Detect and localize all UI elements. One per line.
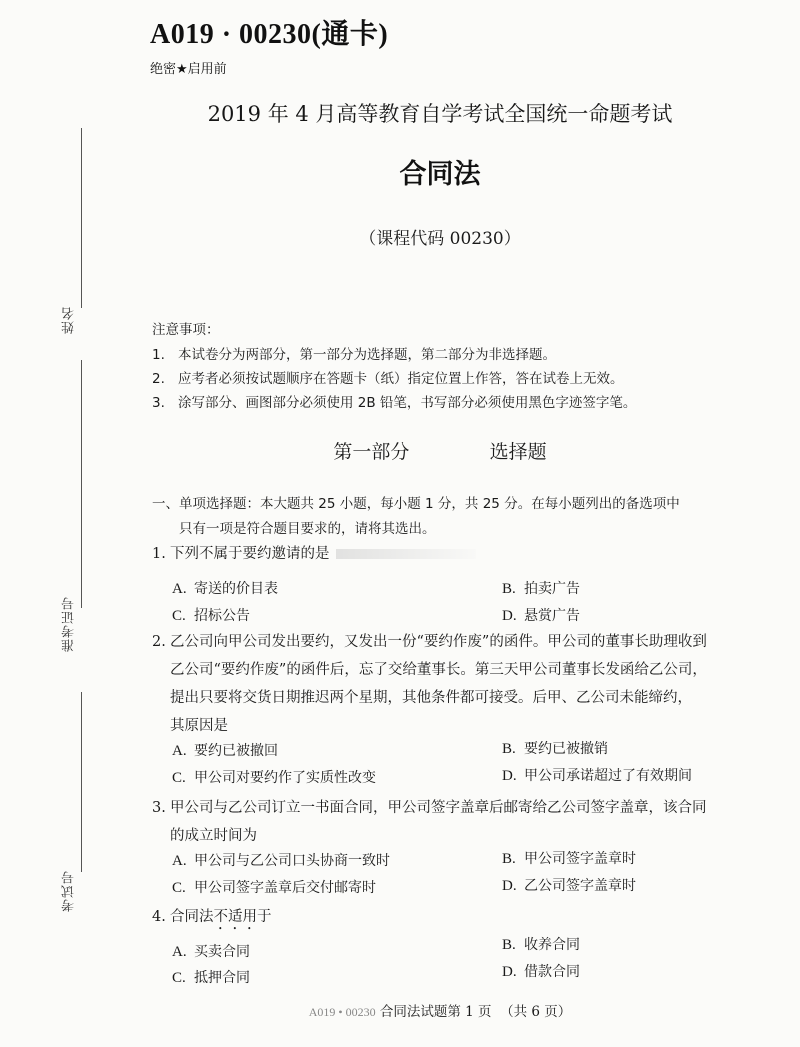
notice-item <box>152 391 636 411</box>
question-1-stem <box>152 540 792 568</box>
option-d: D. 甲公司承诺超过了有效期间 <box>502 768 692 784</box>
section-intro <box>152 492 792 542</box>
notice-number: 3. <box>152 395 165 411</box>
option-a: A. 寄送的价目表 <box>172 581 278 597</box>
footer-code: A019 • 00230 <box>308 1005 376 1019</box>
question-text: 于 <box>257 909 272 925</box>
option-d: D. 悬赏广告 <box>502 608 580 624</box>
notices-heading: 注意事项： <box>152 322 220 338</box>
question-text: 其原因是 <box>170 718 228 734</box>
option-a: A. 买卖合同 <box>172 944 250 960</box>
notice-number: 1. <box>152 347 165 363</box>
exam-title: 2019 年 4 月高等教育自学考试全国统一命题考试 <box>207 102 673 126</box>
question-text: 乙公司向甲公司发出要约，又发出一份“要约作废”的函件。甲公司的董事长助理收到 <box>170 634 707 650</box>
binding-line-exam <box>81 692 82 872</box>
option-b: B. 收养合同 <box>502 937 580 953</box>
question-3-stem <box>152 794 792 850</box>
exam-number-label: 考试号 <box>62 870 77 912</box>
page-footer <box>0 1000 800 1020</box>
option-c: C. 甲公司签字盖章后交付邮寄时 <box>172 880 376 896</box>
question-text: 甲公司与乙公司订立一书面合同，甲公司签字盖章后邮寄给乙公司签字盖章，该合同 <box>170 800 707 816</box>
notice-text: 本试卷分为两部分，第一部分为选择题，第二部分为非选择题。 <box>178 347 556 363</box>
option-d: D. 乙公司签字盖章时 <box>502 878 636 894</box>
secret-mark: 绝密★启用前 <box>150 62 227 77</box>
option-a: A. 要约已被撤回 <box>172 743 278 759</box>
name-label: 姓名 <box>62 306 77 334</box>
question-text: 乙公司“要约作废”的函件后，忘了交给董事长。第三天甲公司董事长发函给乙公司， <box>170 662 707 678</box>
option-b: B. 甲公司签字盖章时 <box>502 851 636 867</box>
question-2-stem <box>152 628 792 740</box>
question-number: 2. <box>152 634 166 650</box>
binding-line-ticket <box>81 360 82 608</box>
notice-item <box>152 367 624 387</box>
option-b: B. 要约已被撤销 <box>502 741 608 757</box>
option-a: A. 甲公司与乙公司口头协商一致时 <box>172 853 390 869</box>
option-c: C. 抵押合同 <box>172 970 250 986</box>
emphasized-text: 不适用 <box>213 909 257 925</box>
question-4-stem <box>152 903 792 933</box>
section-intro-line1: 一、单项选择题：本大题共 25 小题，每小题 1 分，共 25 分。在每小题列出的备选项中 <box>152 496 680 512</box>
question-number: 1. <box>152 546 166 562</box>
paper-code-title: A019 · 00230(通卡) <box>150 19 389 50</box>
part-one-title: 第一部分 选择题 <box>333 441 547 463</box>
course-code: （课程代码 00230） <box>359 229 521 249</box>
binding-line-name <box>81 128 82 308</box>
question-text: 下列不属于要约邀请的是 <box>170 546 330 562</box>
scan-smudge <box>336 549 476 559</box>
ticket-number-label: 准考证号 <box>62 596 77 652</box>
option-c: C. 招标公告 <box>172 608 250 624</box>
question-number: 3. <box>152 800 166 816</box>
notice-item <box>152 343 556 363</box>
notice-text: 应考者必须按试题顺序在答题卡（纸）指定位置上作答，答在试卷上无效。 <box>178 371 624 387</box>
footer-page-text: 合同法试题第 1 页 （共 6 页） <box>375 1004 572 1020</box>
option-d: D. 借款合同 <box>502 964 580 980</box>
question-number: 4. <box>152 909 166 925</box>
option-b: B. 拍卖广告 <box>502 581 580 597</box>
question-text: 的成立时间为 <box>170 828 257 844</box>
notice-text: 涂写部分、画图部分必须使用 2B 铅笔，书写部分必须使用黑色字迹签字笔。 <box>178 395 637 411</box>
notice-number: 2. <box>152 371 165 387</box>
question-text: 合同法 <box>170 909 214 925</box>
section-intro-line2: 只有一项是符合题目要求的，请将其选出。 <box>179 521 436 537</box>
option-c: C. 甲公司对要约作了实质性改变 <box>172 770 376 786</box>
question-text: 提出只要将交货日期推迟两个星期，其他条件都可接受。后甲、乙公司未能缔约， <box>170 690 692 706</box>
subject-title: 合同法 <box>399 159 481 190</box>
